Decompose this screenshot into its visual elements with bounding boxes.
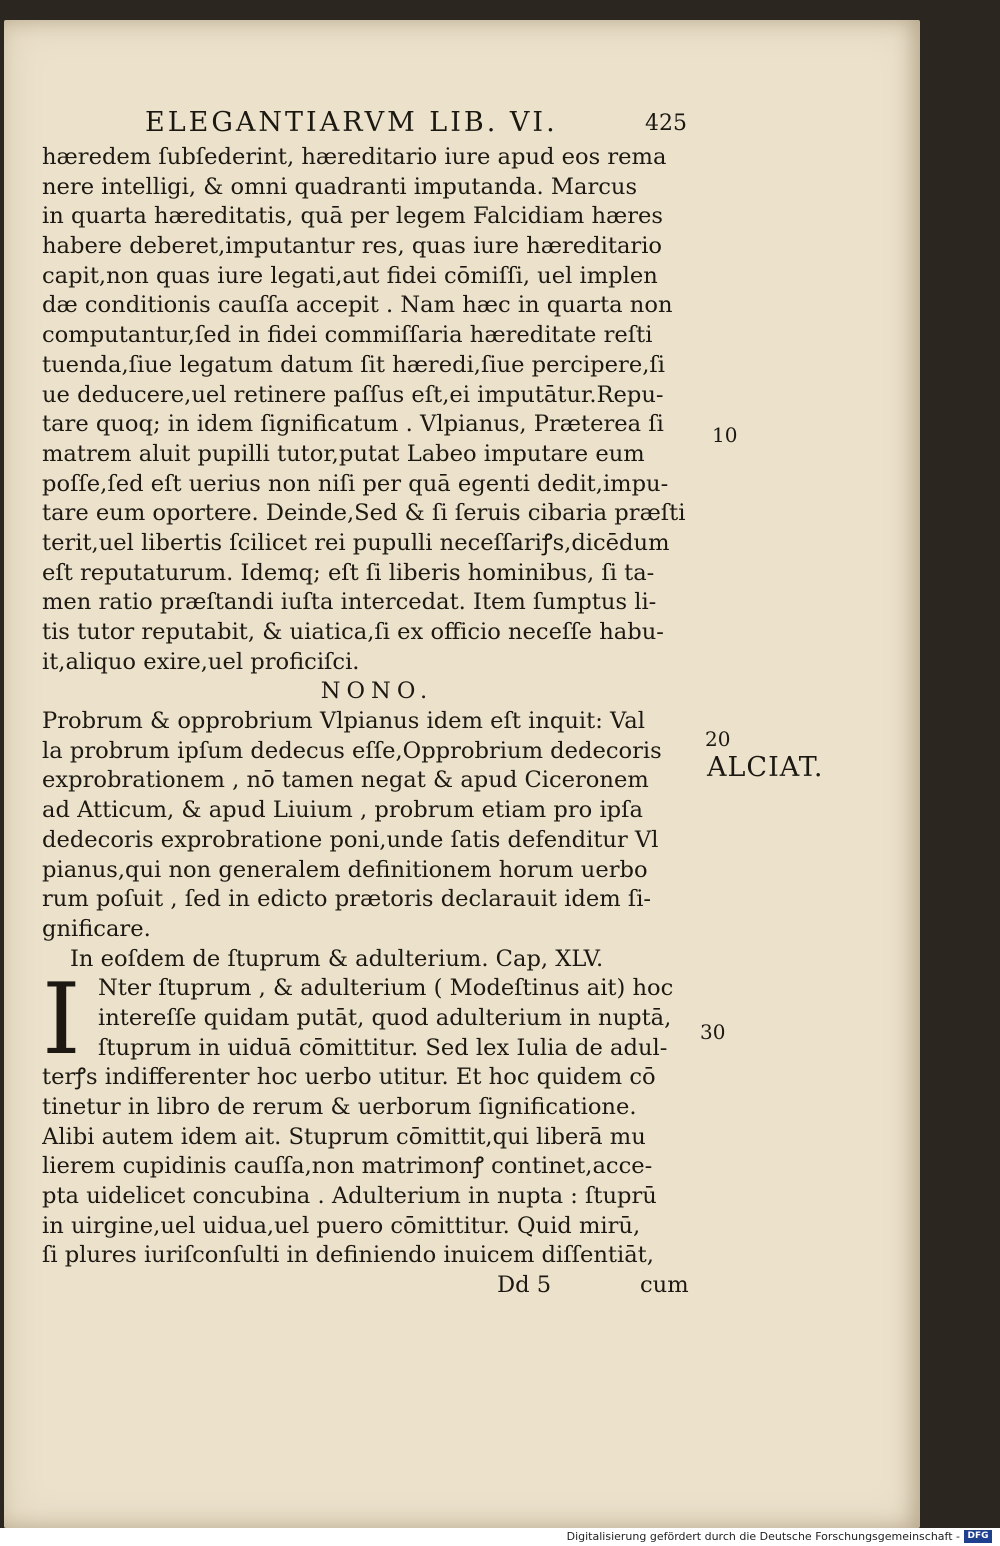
text-line: Alibi autem idem ait. Stuprum cōmittit,qui liberā mu (42, 1123, 646, 1150)
text-line: intereſſe quidam putāt, quod adulterium in nuptā, (98, 1004, 672, 1031)
text-line: eſt reputaturum. Idemq; eſt ſi liberis hominibus, ſi ta- (42, 559, 655, 586)
text-line: pta uidelicet concubina . Adulterium in nupta : ſtuprū (42, 1183, 657, 1210)
text-line: ad Atticum, & apud Liuium , probrum etiam pro ipſa (42, 797, 643, 824)
digitization-credit (0, 1528, 1000, 1546)
credit-text: Digitalisierung gefördert durch die Deutsche Forschungsgemeinschaft - (566, 1530, 960, 1543)
text-line: capit,non quas iure legati,aut fidei cōmiſſi, uel implen (42, 262, 658, 289)
main-text (42, 143, 712, 1301)
text-line: men ratio præſtandi iuſta intercedat. Item ſumptus li- (42, 589, 657, 616)
paragraph-block-a (42, 143, 712, 677)
text-line: la probrum ipſum dedecus eſſe,Opprobrium dedecoris (42, 737, 662, 764)
drop-cap: I (42, 963, 81, 1078)
dfg-logo: DFG (964, 1530, 992, 1543)
catchword: cum (640, 1272, 689, 1299)
text-line: exprobrationem , nō tamen negat & apud Ciceronem (42, 767, 649, 794)
text-line: hæredem ſubſederint, hæreditario iure apud eos rema (42, 144, 667, 170)
text-line: dedecoris exprobratione poni,unde ſatis defenditur Vl (42, 826, 659, 853)
running-title: ELEGANTIARVM LIB. VI. (145, 107, 558, 138)
signature-mark: Dd 5 (497, 1272, 552, 1299)
margin-line-number-30: 30 (700, 1020, 726, 1044)
text-line: tuenda,ſiue legatum datum ſit hæredi,ſiue percipere,ſi (42, 351, 665, 378)
running-header (145, 107, 705, 141)
margin-line-number-20: 20 (705, 727, 731, 751)
text-line: habere deberet,imputantur res, quas iure hæreditario (42, 233, 663, 260)
text-line: it,aliquo exire,uel proficiſci. (42, 648, 360, 675)
text-line: in uirgine,uel uidua,uel puero cōmittitur. Quid mirū, (42, 1212, 641, 1239)
text-line: gnificare. (42, 915, 151, 942)
text-line: tis tutor reputabit, & uiatica,ſi ex officio neceſſe habu- (42, 619, 664, 645)
paragraph-block-b (42, 707, 712, 945)
margin-note-alciat: ALCIAT. (707, 752, 824, 783)
text-line: tare eum oportere. Deinde,Sed & ſi ſeruis cibaria præſti (42, 500, 686, 527)
margin-line-number-10: 10 (712, 423, 738, 447)
text-line: terit,uel libertis ſcilicet rei pupulli neceſſariꝭs,dicēdum (42, 529, 670, 556)
text-line: tinetur in libro de rerum & uerborum ſignificatione. (42, 1094, 637, 1120)
signature-line (42, 1271, 712, 1301)
text-line: in quarta hæreditatis, quā per legem Falcidiam hæres (42, 203, 663, 230)
text-line: pianus,qui non generalem definitionem horum uerbo (42, 856, 648, 883)
text-line: tare quoq; in idem ſignificatum . Vlpianus, Præterea ſi (42, 411, 664, 438)
text-line: rum poſuit , ſed in edicto prætoris declarauit idem ſi- (42, 886, 652, 913)
text-line: matrem aluit pupilli tutor,putat Labeo imputare eum (42, 440, 645, 467)
section-title: NONO. (320, 678, 434, 705)
paragraph-block-c (42, 1063, 712, 1271)
text-line: computantur,ſed in fidei commiſſaria hæreditate reſti (42, 322, 653, 349)
text-line: lierem cupidinis cauſſa,non matrimonꝭ continet,acce- (42, 1153, 653, 1180)
page-number: 425 (645, 111, 687, 136)
text-line: dæ conditionis cauſſa accepit . Nam hæc in quarta non (42, 292, 673, 319)
text-line: terꝭs indifferenter hoc uerbo utitur. Et hoc quidem cō (42, 1064, 656, 1091)
chapter-heading: In eoſdem de ſtuprum & adulterium. Cap, XLV. (70, 945, 604, 972)
text-line: poſſe,ſed eſt uerius non niſi per quā egenti dedit,impu- (42, 470, 669, 497)
text-line: Probrum & opprobrium Vlpianus idem eſt inquit: Val (42, 708, 645, 735)
text-line: ue deducere,uel retinere paſſus eſt,ei imputātur.Repu- (42, 381, 664, 408)
text-line: Nter ſtuprum , & adulterium ( Modeſtinus ait) hoc (98, 975, 674, 1002)
text-line: ſtuprum in uiduā cōmittitur. Sed lex Iulia de adul- (98, 1034, 668, 1061)
text-line: ſi plures iuriſconſulti in definiendo inuicem diſſentiāt, (42, 1242, 654, 1269)
text-line: nere intelligi, & omni quadranti imputanda. Marcus (42, 173, 638, 200)
